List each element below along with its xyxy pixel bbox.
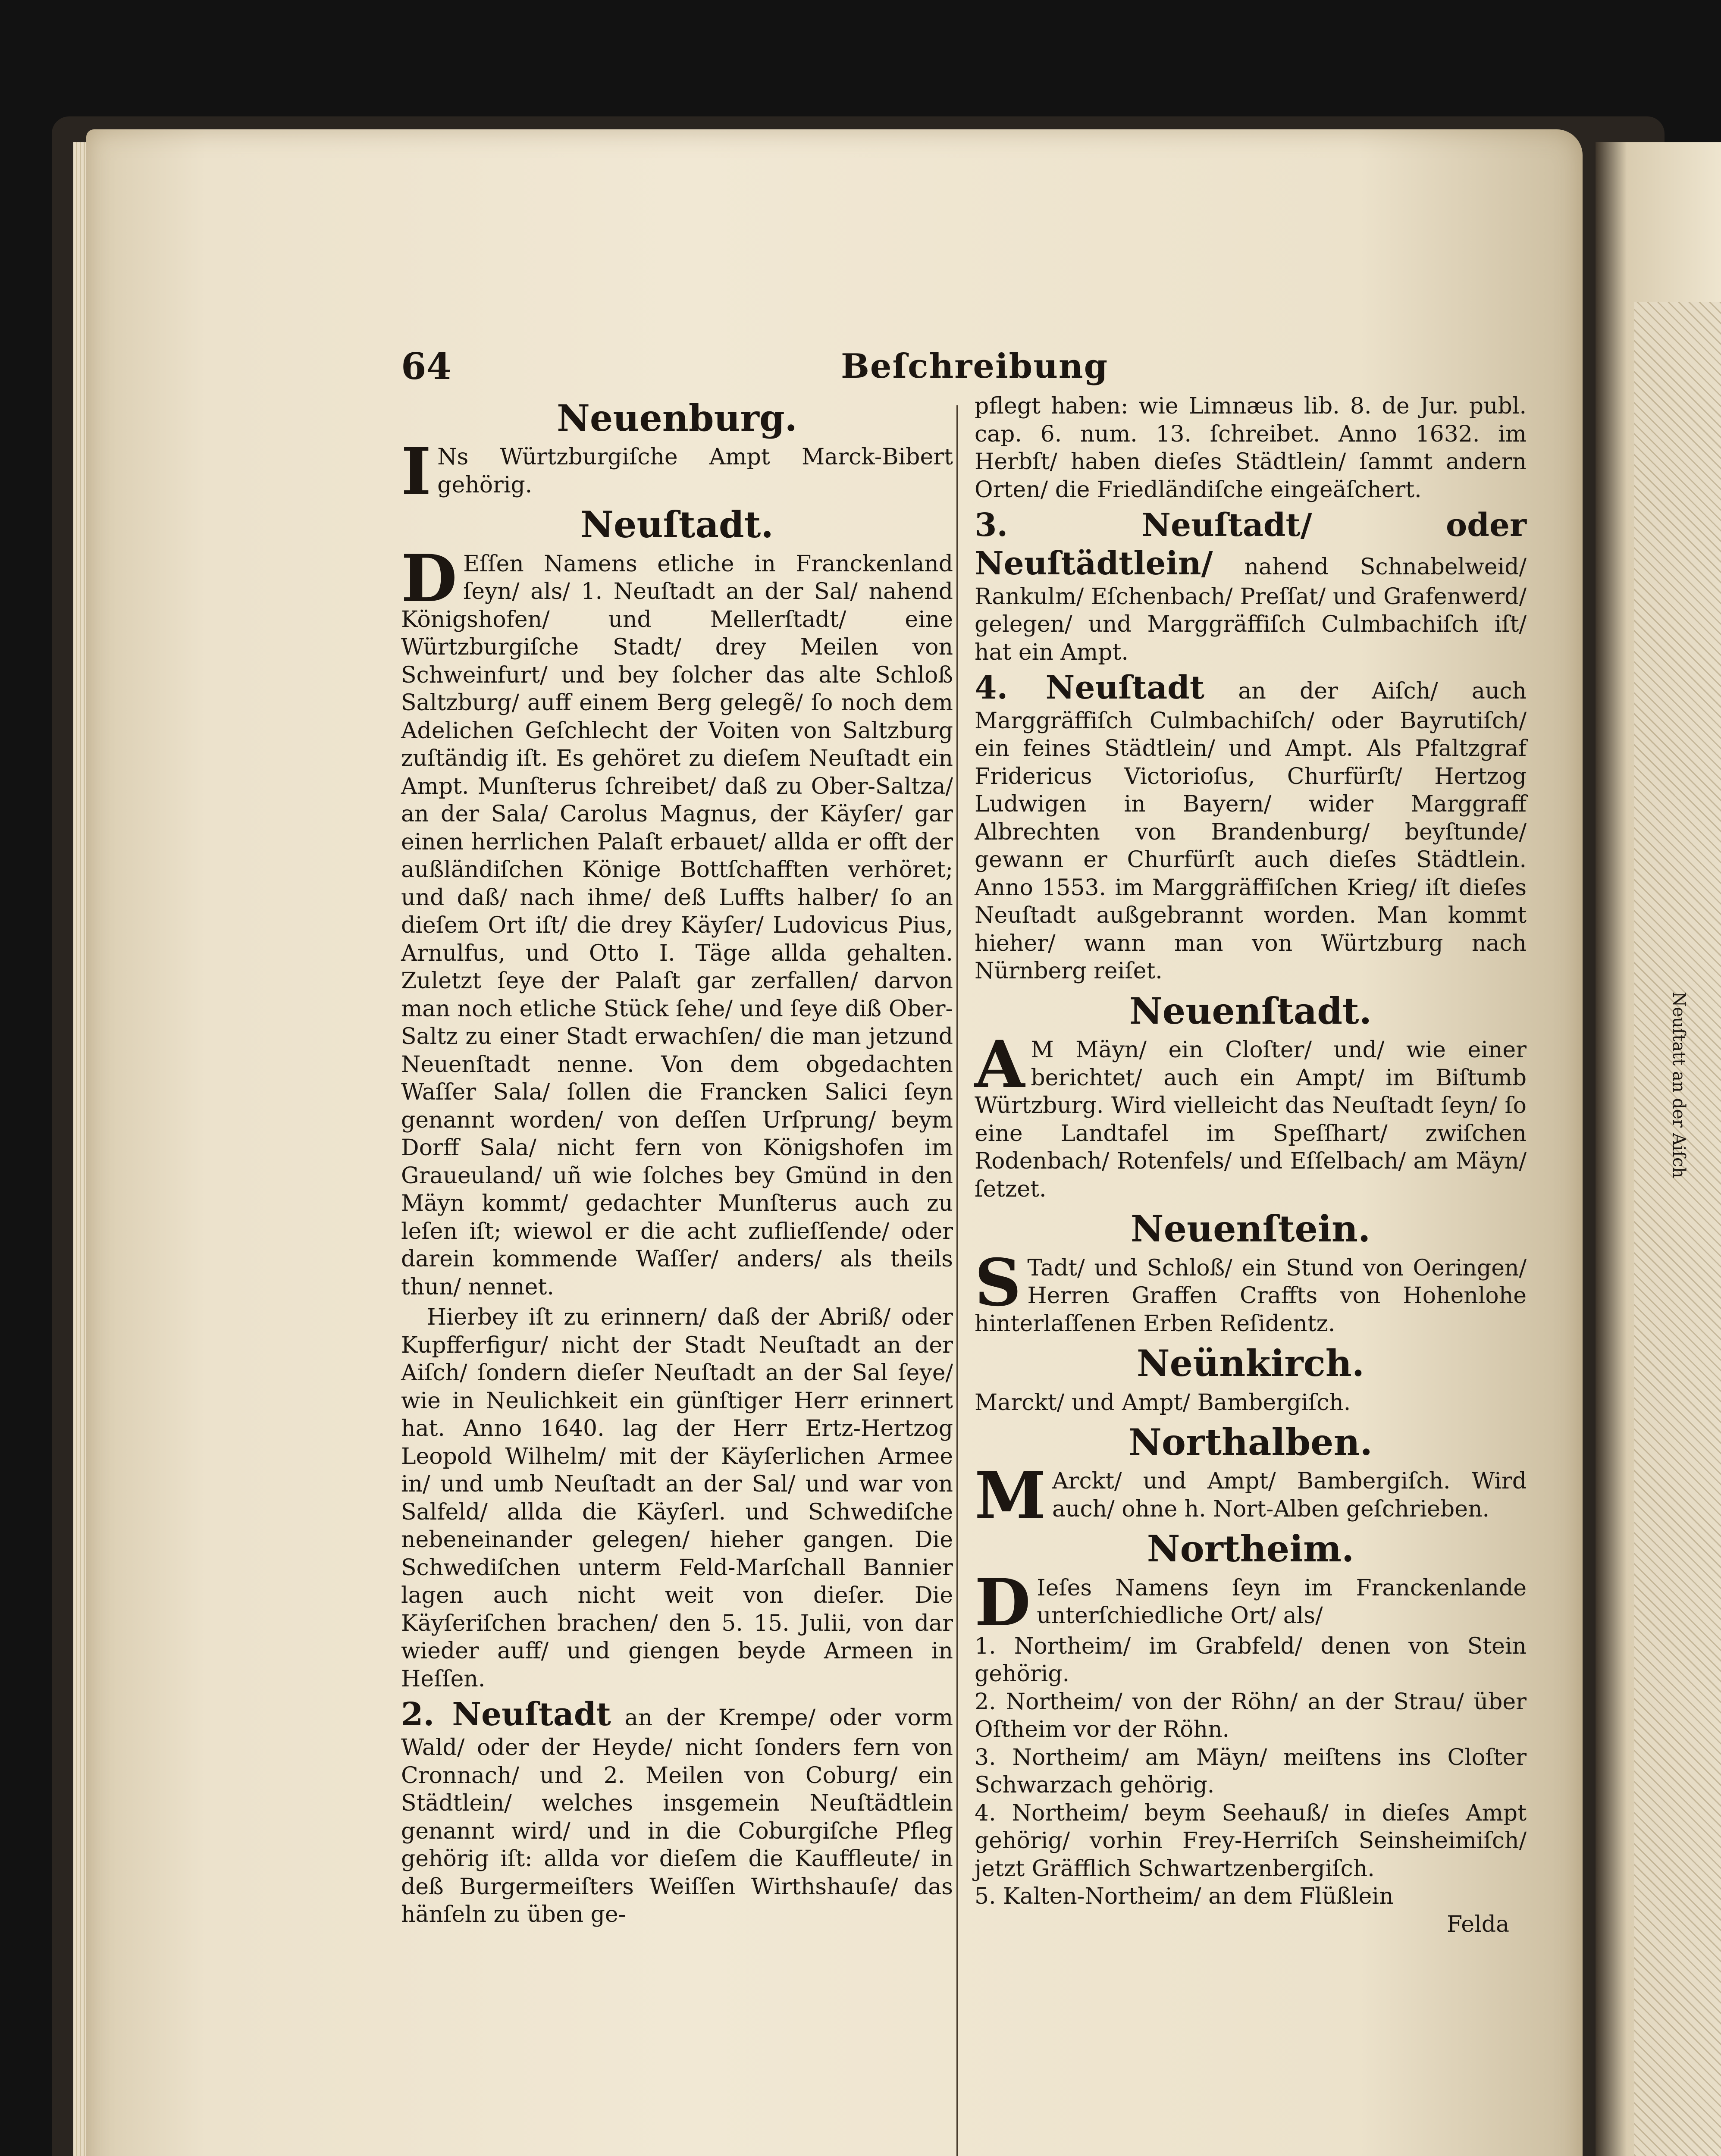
drop-initial: D: [401, 540, 458, 617]
drop-initial: A: [975, 1027, 1025, 1103]
entry-northalben: [975, 1458, 1527, 1534]
northeim-list: [975, 1633, 1527, 1911]
heading-neuenstein: Neuenſtein.: [1130, 1207, 1371, 1250]
entry-text: Ieſes Namens ſeyn im Franckenlande unterſchiedliche Ort/ als/: [1037, 1575, 1527, 1629]
entry-text: nahend Schnabelweid/ Rankulm/ Eſchenbach/ Preſſat/ und Grafenwerd/ gelegen/ und Marggräffiſch Culmbachiſch iſt/ hat ein Ampt.: [975, 554, 1527, 665]
entry-neunkirch: Marckt/ und Ampt/ Bambergiſch.: [975, 1389, 1351, 1416]
drop-initial: I: [401, 434, 432, 510]
entry-text: Ns Würtzburgiſche Ampt Marck-Bibert gehörig.: [437, 444, 953, 498]
drop-initial: S: [975, 1244, 1022, 1321]
subheading-neustadt-2: 2. Neuſtadt: [401, 1696, 611, 1733]
entry-neustadt-4: [975, 669, 1527, 985]
list-item: 1. Northeim/ im Grabfeld/ denen von Stein gehörig.: [975, 1633, 1527, 1687]
entry-text: Tadt/ und Schloß/ ein Stund von Oeringen/ Herren Graffen Craffts von Hohenlohe hinterlaſſenen Erben Reſidentz.: [975, 1255, 1527, 1337]
entry-text: M Mäyn/ ein Cloſter/ und/ wie einer berichtet/ auch ein Ampt/ im Biſtumb Würtzburg. Wird vielleicht das Neuſtadt ſeyn/ ſo eine Landtafel im Speſſhart/ zwiſchen Rodenbach/ Rotenfels/ und Eſſelbach/ am Mäyn/ ſetzet.: [975, 1037, 1527, 1202]
entry-text: Arckt/ und Ampt/ Bambergiſch. Wird auch/ ohne h. Nort-Alben geſchrieben.: [1052, 1468, 1527, 1522]
list-item: 2. Northeim/ von der Röhn/ an der Strau/ über Oſtheim vor der Röhn.: [975, 1689, 1527, 1743]
subheading-neustadt-4: 4. Neuſtadt: [975, 669, 1205, 707]
catchword: Felda: [1447, 1911, 1509, 1937]
running-head: Beſchreibung: [841, 347, 1109, 386]
entry-neustadt: [401, 540, 953, 1301]
drop-initial: D: [975, 1564, 1031, 1641]
folded-engraving: [1634, 302, 1721, 2156]
entry-neustadt-note: Hierbey iſt zu erinnern/ daß der Abriß/ oder Kupfferfigur/ nicht der Stadt Neuſtadt an der Aiſch/ ſondern dieſer Neuſtadt an der Sal ſeye/ wie in Neulichkeit ein günſtiger Herr erinnert hat. Anno 1640. lag der Herr Ertz-Hertzog Leopold Wilhelm/ mit der Käyſerlichen Armee in/ und umb Neuſtadt an der Sal/ und war von Salfeld/ allda die Käyſerl. und Schwediſche nebeneinander gelegen/ hieher gangen. Die Schwediſchen unterm Feld-Marſchall Bannier lagen auch nicht weit von dieſer. Die Käyſeriſchen brachen/ den 5. 15. Julii, von dar wieder auff/ und giengen beyde Armeen in Heſſen.: [401, 1304, 953, 1692]
left-column: [401, 392, 953, 2156]
entry-neuenstein: [975, 1244, 1527, 1338]
heading-neuenstadt: Neuenſtadt.: [1129, 989, 1372, 1032]
page-number: 64: [401, 345, 451, 388]
drop-initial: M: [975, 1458, 1047, 1534]
heading-neunkirch: Neünkirch.: [1136, 1342, 1365, 1385]
subheading-neustadt-3: 3. Neuſtadt/ oder Neuſtädtlein/: [975, 507, 1527, 582]
entry-neustadt-3: [975, 506, 1527, 666]
entry-neustadt-2: [401, 1695, 953, 1928]
heading-northeim: Northeim.: [1147, 1527, 1354, 1570]
entry-text: an der Krempe/ oder vorm Wald/ oder der Heyde/ nicht ſonders fern von Cronnach/ und 2. Meilen von Coburg/ ein Städtlein/ welches insgemein Neuſtädtlein genannt wird/ und in die Coburgiſche Pfleg gehörig iſt: allda vor dieſem die Kauffleute/ in deß Burgermeiſters Weiſſen Wirthshauſe/ das hänſeln zu üben ge-: [401, 1705, 953, 1928]
list-item: 3. Northeim/ am Mäyn/ meiſtens ins Cloſter Schwarzach gehörig.: [975, 1744, 1527, 1799]
entry-continuation: pflegt haben: wie Limnæus lib. 8. de Jur. publ. cap. 6. num. 13. ſchreibet. Anno 1632. im Herbſt/ haben dieſes Städtlein/ ſammt andern Orten/ die Friedländiſche eingeäſchert.: [975, 393, 1527, 503]
heading-neustadt: Neuſtadt.: [580, 503, 774, 546]
heading-northalben: Northalben.: [1129, 1421, 1373, 1464]
engraving-caption: Neuſtatt an der Aiſch: [1669, 992, 1689, 1178]
entry-neuenstadt: [975, 1027, 1527, 1203]
list-item: 4. Northeim/ beym Seehauß/ in dieſes Ampt gehörig/ vorhin Frey-Herriſch Seinsheimiſch/ jetzt Gräfflich Schwartzenbergiſch.: [975, 1800, 1527, 1882]
entry-northeim: [975, 1564, 1527, 1641]
page-header: [401, 345, 1522, 392]
column-rule: [956, 405, 958, 2156]
heading-neuenburg: Neuenburg.: [557, 397, 797, 439]
entry-neuenburg: [401, 434, 953, 510]
entry-text: an der Aiſch/ auch Marggräffiſch Culmbachiſch/ oder Bayrutiſch/ ein feines Städtlein/ und Ampt. Als Pfaltzgraf Fridericus Victorioſus, Churfürſt/ Hertzog Ludwigen in Bayern/ wider Marggraff Albrechten von Brandenburg/ beyſtunde/ gewann er Churfürſt auch dieſes Städtlein. Anno 1553. im Marggräffiſchen Krieg/ iſt dieſes Neuſtadt außgebrannt worden. Man kommt hieher/ wann man von Würtzburg nach Nürnberg reiſet.: [975, 678, 1527, 984]
list-item: 5. Kalten-Northeim/ an dem Flüßlein: [975, 1883, 1394, 1910]
entry-text: Eſſen Namens etliche in Franckenland ſeyn/ als/ 1. Neuſtadt an der Sal/ nahend Königshofen/ und Mellerſtadt/ eine Würtzburgiſche Stadt/ drey Meilen von Schweinfurt/ und bey ſolcher das alte Schloß Saltzburg/ auff einem Berg gelegẽ/ ſo noch dem Adelichen Geſchlecht der Voiten von Saltzburg zuſtändig iſt. Es gehöret zu dieſem Neuſtadt ein Ampt. Munſterus ſchreibet/ daß zu Ober-Saltza/ an der Sala/ Carolus Magnus, der Käyſer/ gar einen herrlichen Palaſt erbauet/ allda er offt der außländiſchen Könige Bottſchafften verhöret; und daß/ nach ihme/ deß Luffts halber/ ſo an dieſem Ort iſt/ die drey Käyſer/ Ludovicus Pius, Arnulfus, und Otto I. Täge allda gehalten. Zuletzt ſeye der Palaſt gar zerfallen/ darvon man noch etliche Stück ſehe/ und ſeye diß Ober-Saltz zu einer Stadt erwachſen/ die man jetzund Neuenſtadt nenne. Von dem obgedachten Waſſer Sala/ ſollen die Francken Salici ſeyn genannt worden/ von deſſen Urſprung/ beym Dorff Sala/ nicht fern von Königshofen im Graueuland/ uñ wie ſolches bey Gmünd in den Mäyn kommt/ gedachter Munſterus auch zu leſen iſt; wiewol er die acht zuflieſſende/ oder darein kommende Waſſer/ anders/ als theils thun/ nennet.: [401, 551, 953, 1300]
right-column: [975, 392, 1527, 2156]
